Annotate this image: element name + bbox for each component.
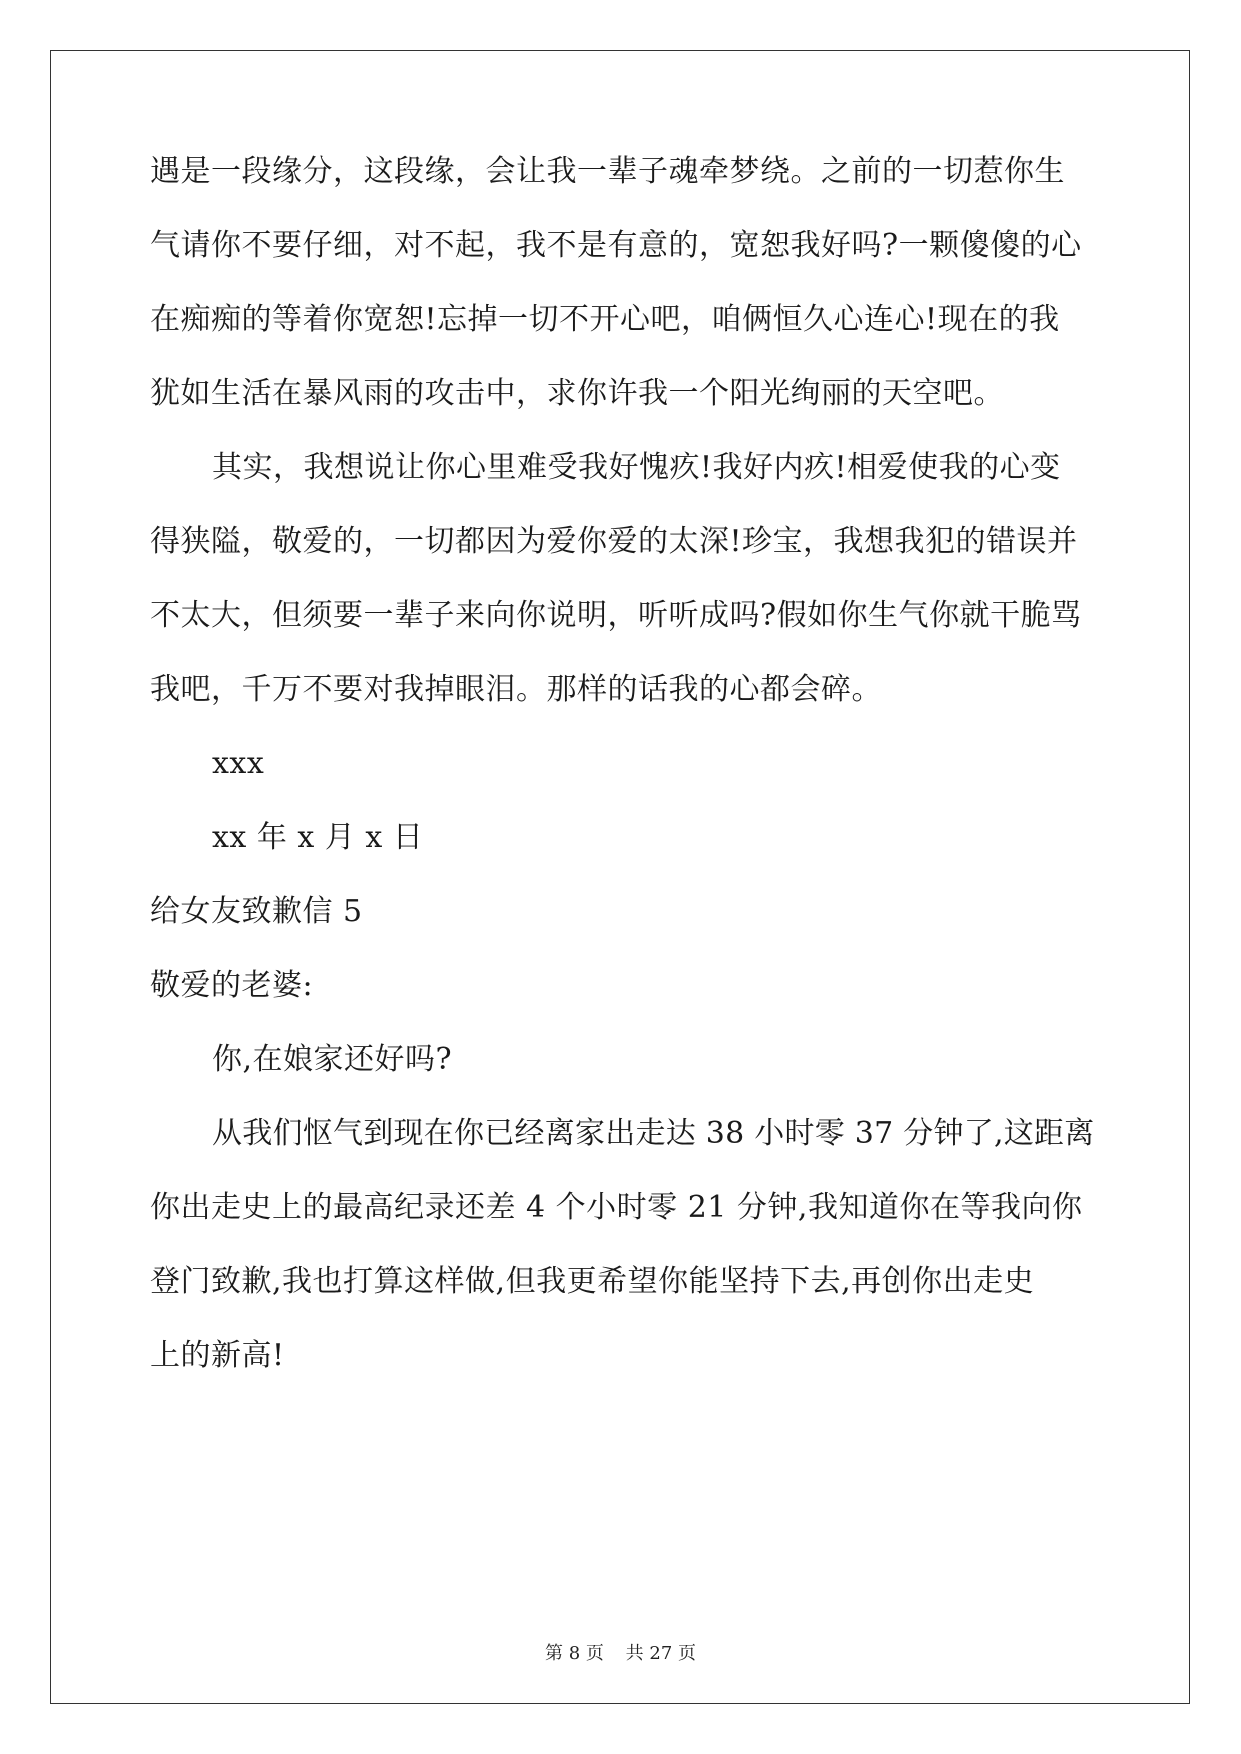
body-line: 气请你不要仔细，对不起，我不是有意的，宽恕我好吗?一颗傻傻的心: [150, 228, 1082, 263]
body-line: 犹如生活在暴风雨的攻击中，求你许我一个阳光绚丽的天空吧。: [150, 376, 1004, 411]
body-line: 你,在娘家还好吗?: [212, 1042, 453, 1077]
page-number: 第 8 页: [545, 1643, 604, 1664]
date-line: xx 年 x 月 x 日: [212, 820, 424, 855]
body-line: 登门致歉,我也打算这样做,但我更希望你能坚持下去,再创你出走史: [150, 1264, 1035, 1299]
page-footer: [0, 1642, 1241, 1666]
body-line: 其实，我想说让你心里难受我好愧疚!我好内疚!相爱使我的心变: [212, 450, 1061, 485]
page-border: [50, 50, 1190, 1704]
body-line: 上的新高!: [150, 1338, 285, 1373]
body-line: 得狭隘，敬爱的，一切都因为爱你爱的太深!珍宝，我想我犯的错误并: [150, 524, 1078, 559]
body-line: 遇是一段缘分，这段缘，会让我一辈子魂牵梦绕。之前的一切惹你生: [150, 154, 1065, 189]
salutation: 敬爱的老婆:: [150, 968, 314, 1003]
page-total: 共 27 页: [625, 1643, 696, 1664]
body-line: 我吧，千万不要对我掉眼泪。那样的话我的心都会碎。: [150, 672, 882, 707]
body-line: 从我们怄气到现在你已经离家出走达 38 小时零 37 分钟了,这距离: [212, 1116, 1095, 1151]
signature: xxx: [212, 746, 265, 781]
section-heading: 给女友致歉信 5: [150, 894, 363, 929]
body-line: 不太大，但须要一辈子来向你说明，听听成吗?假如你生气你就干脆骂: [150, 598, 1082, 633]
body-line: 在痴痴的等着你宽恕!忘掉一切不开心吧，咱俩恒久心连心!现在的我: [150, 302, 1060, 337]
body-line: 你出走史上的最高纪录还差 4 个小时零 21 分钟,我知道你在等我向你: [150, 1190, 1083, 1225]
